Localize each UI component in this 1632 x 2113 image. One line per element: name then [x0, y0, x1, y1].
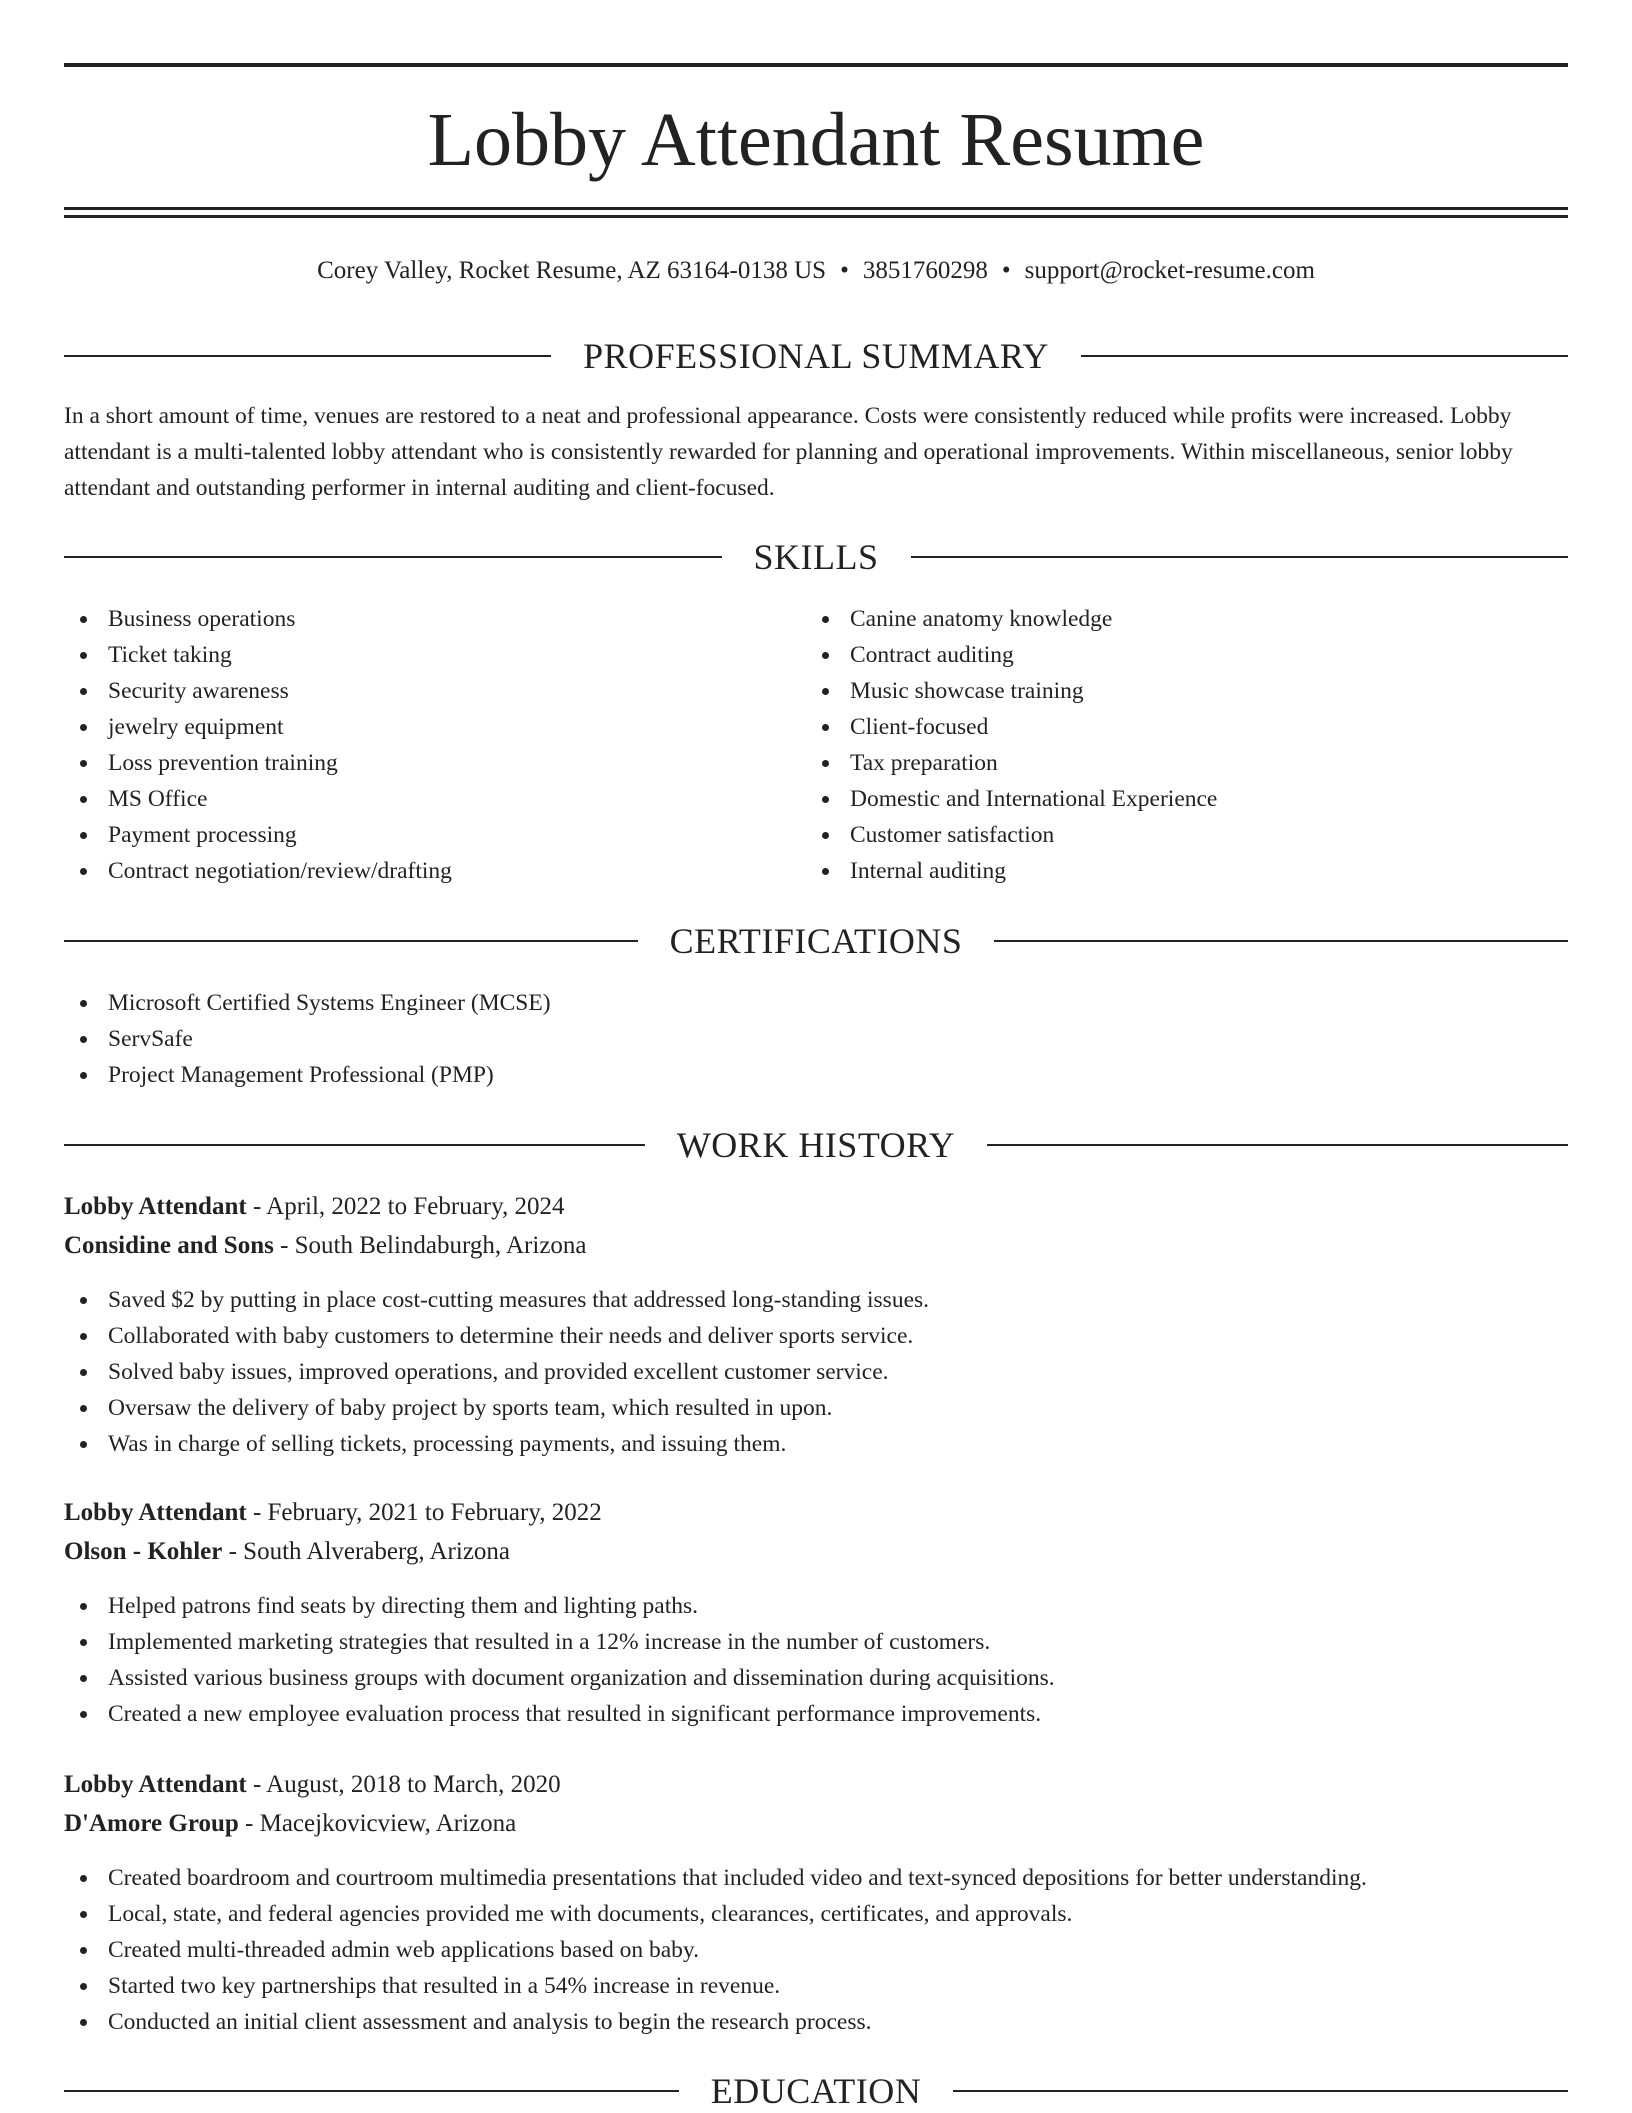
list-item: Payment processing — [64, 817, 804, 853]
heading-rule-right — [994, 940, 1568, 942]
list-item: Was in charge of selling tickets, processing payments, and issuing them. — [64, 1426, 1568, 1462]
list-item: MS Office — [64, 781, 804, 817]
summary-heading — [64, 334, 1568, 378]
job-dates: - February, 2021 to February, 2022 — [246, 1499, 602, 1526]
list-item: jewelry equipment — [64, 709, 804, 745]
list-item: Contract negotiation/review/drafting — [64, 853, 804, 889]
list-item: Oversaw the delivery of baby project by sports team, which resulted in upon. — [64, 1390, 1568, 1426]
list-item: Implemented marketing strategies that resulted in a 12% increase in the number of customers. — [64, 1624, 1568, 1660]
contact-phone: 3851760298 — [862, 257, 988, 284]
list-item: Internal auditing — [806, 853, 1566, 889]
list-item: Created a new employee evaluation process that resulted in significant performance improvements. — [64, 1696, 1568, 1732]
list-item: Assisted various business groups with document organization and dissemination during acquisitions. — [64, 1660, 1568, 1696]
contact-separator: • — [1001, 257, 1011, 284]
heading-rule-right — [987, 1144, 1568, 1146]
list-item: Canine anatomy knowledge — [806, 601, 1566, 637]
certifications-list — [64, 985, 1568, 1093]
job-title-line — [64, 1494, 1568, 1532]
heading-rule-left — [64, 355, 551, 357]
list-item: Created boardroom and courtroom multimedia presentations that included video and text-synced depositions for better understanding. — [64, 1860, 1568, 1896]
heading-rule-left — [64, 940, 638, 942]
list-item: Conducted an initial client assessment and analysis to begin the research process. — [64, 2004, 1568, 2040]
list-item: Project Management Professional (PMP) — [64, 1057, 1568, 1093]
education-heading — [64, 2069, 1568, 2113]
list-item: Started two key partnerships that resulted in a 54% increase in revenue. — [64, 1968, 1568, 2004]
summary-text: In a short amount of time, venues are restored to a neat and professional appearance. Costs were consistently reduced while profits were increased. Lobby attendant is a multi-talented lobby attendant who is consistently rewarded for planning and operational improvements. Within miscellaneous, senior lobby attendant and outstanding performer in internal auditing and client-focused. — [64, 403, 1513, 501]
title-rule-lower — [64, 215, 1568, 218]
job-dates: - April, 2022 to February, 2024 — [246, 1193, 565, 1220]
job-company: D'Amore Group — [64, 1810, 239, 1837]
job-title: Lobby Attendant — [64, 1499, 247, 1526]
list-item: Customer satisfaction — [806, 817, 1566, 853]
list-item: Security awareness — [64, 673, 804, 709]
list-item: Created multi-threaded admin web applications based on baby. — [64, 1932, 1568, 1968]
list-item: Solved baby issues, improved operations, and provided excellent customer service. — [64, 1354, 1568, 1390]
job-location: - South Alveraberg, Arizona — [222, 1538, 511, 1565]
certifications-heading-label: CERTIFICATIONS — [669, 921, 963, 961]
list-item: Saved $2 by putting in place cost-cutting measures that addressed long-standing issues. — [64, 1282, 1568, 1318]
job-title: Lobby Attendant — [64, 1771, 247, 1798]
summary-heading-label: PROFESSIONAL SUMMARY — [583, 336, 1049, 376]
contact-address: Corey Valley, Rocket Resume, AZ 63164-0138 US — [317, 257, 827, 284]
job-location: - South Belindaburgh, Arizona — [273, 1232, 587, 1259]
education-heading-label: EDUCATION — [710, 2071, 922, 2111]
job-title-line — [64, 1766, 1568, 1804]
job-title-line — [64, 1188, 1568, 1226]
contact-line — [64, 252, 1568, 290]
list-item: Local, state, and federal agencies provided me with documents, clearances, certificates, and approvals. — [64, 1896, 1568, 1932]
job-company: Olson - Kohler — [64, 1538, 223, 1565]
job-company-line — [64, 1227, 1568, 1265]
list-item: Ticket taking — [64, 637, 804, 673]
work-history-heading — [64, 1123, 1568, 1167]
heading-rule-right — [953, 2090, 1568, 2092]
list-item: Contract auditing — [806, 637, 1566, 673]
list-item: ServSafe — [64, 1021, 1568, 1057]
title-rule-upper — [64, 207, 1568, 210]
contact-separator: • — [840, 257, 849, 284]
list-item: Loss prevention training — [64, 745, 804, 781]
job-location: - Macejkovicview, Arizona — [238, 1810, 517, 1837]
contact-email: support@rocket-resume.com — [1024, 257, 1315, 284]
top-rule — [64, 63, 1568, 67]
list-item: Helped patrons find seats by directing them and lighting paths. — [64, 1588, 1568, 1624]
skills-list-right — [806, 601, 1566, 889]
work-history-heading-label: WORK HISTORY — [676, 1125, 956, 1165]
job-company-line — [64, 1805, 1568, 1843]
list-item: Collaborated with baby customers to determine their needs and deliver sports service. — [64, 1318, 1568, 1354]
heading-rule-right — [1081, 355, 1568, 357]
skills-list-left — [64, 601, 804, 889]
list-item: Domestic and International Experience — [806, 781, 1566, 817]
list-item: Client-focused — [806, 709, 1566, 745]
list-item: Business operations — [64, 601, 804, 637]
heading-rule-left — [64, 2090, 679, 2092]
skills-heading — [64, 535, 1568, 579]
job-dates: - August, 2018 to March, 2020 — [246, 1771, 561, 1798]
skills-heading-label: SKILLS — [753, 537, 879, 577]
job-bullets — [64, 1588, 1568, 1732]
certifications-heading — [64, 919, 1568, 963]
job-title: Lobby Attendant — [64, 1193, 247, 1220]
list-item: Microsoft Certified Systems Engineer (MCSE) — [64, 985, 1568, 1021]
resume-title: Lobby Attendant Resume — [427, 98, 1205, 182]
job-bullets — [64, 1860, 1568, 2040]
job-bullets — [64, 1282, 1568, 1462]
heading-rule-left — [64, 556, 722, 558]
job-company: Considine and Sons — [64, 1232, 274, 1259]
job-company-line — [64, 1533, 1568, 1571]
list-item: Tax preparation — [806, 745, 1566, 781]
heading-rule-left — [64, 1144, 645, 1146]
heading-rule-right — [911, 556, 1569, 558]
list-item: Music showcase training — [806, 673, 1566, 709]
